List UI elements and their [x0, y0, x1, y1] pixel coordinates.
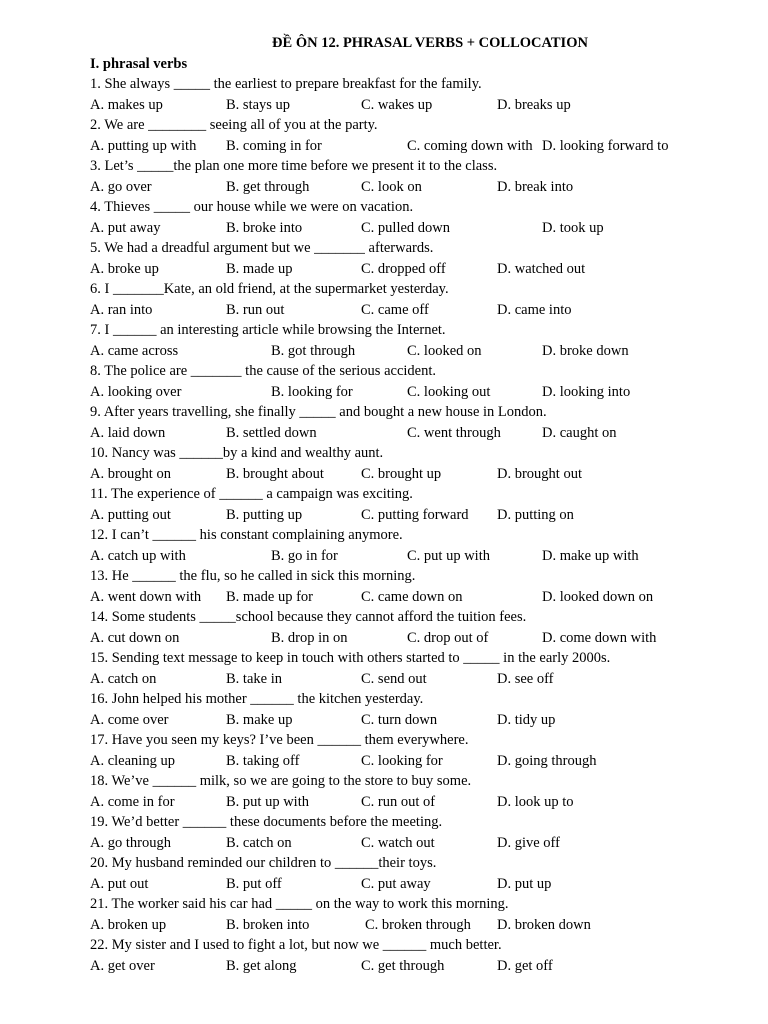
option-5-d: D. watched out	[497, 260, 586, 277]
question-13: 13. He ______ the flu, so he called in sick this morning.	[90, 568, 416, 584]
options-20	[90, 874, 730, 895]
option-10-c: C. brought up	[361, 465, 442, 482]
option-3-a: A. go over	[90, 178, 152, 195]
option-4-c: C. pulled down	[361, 219, 451, 236]
option-7-b: B. got through	[271, 342, 356, 359]
question-4: 4. Thieves _____ our house while we were on vacation.	[90, 199, 414, 215]
options-5	[90, 259, 730, 280]
option-6-c: C. came off	[361, 301, 429, 318]
question-list	[90, 74, 730, 976]
option-7-d: D. broke down	[542, 342, 629, 359]
option-3-d: D. break into	[497, 178, 574, 195]
option-18-a: A. come in for	[90, 793, 175, 810]
question-8: 8. The police are _______ the cause of the serious accident.	[90, 363, 436, 379]
option-13-c: C. came down on	[361, 588, 463, 605]
option-5-b: B. made up	[226, 260, 293, 277]
question-5: 5. We had a dreadful argument but we _______ afterwards.	[90, 240, 434, 256]
option-4-a: A. put away	[90, 219, 161, 236]
option-10-a: A. brought on	[90, 465, 171, 482]
option-3-b: B. get through	[226, 178, 310, 195]
options-19	[90, 833, 730, 854]
option-21-d: D. broken down	[497, 916, 591, 933]
option-17-b: B. taking off	[226, 752, 300, 769]
question-22: 22. My sister and I used to fight a lot, but now we ______ much better.	[90, 937, 502, 953]
option-6-d: D. came into	[497, 301, 572, 318]
option-13-b: B. made up for	[226, 588, 313, 605]
option-14-a: A. cut down on	[90, 629, 180, 646]
options-12	[90, 546, 730, 567]
question-19: 19. We’d better ______ these documents before the meeting.	[90, 814, 443, 830]
options-4	[90, 218, 730, 239]
option-11-c: C. putting forward	[361, 506, 469, 523]
option-4-d: D. took up	[542, 219, 604, 236]
question-11: 11. The experience of ______ a campaign was exciting.	[90, 486, 413, 502]
option-10-b: B. brought about	[226, 465, 324, 482]
question-15: 15. Sending text message to keep in touch with others started to _____ in the early 2000s.	[90, 650, 611, 666]
options-3	[90, 177, 730, 198]
option-15-b: B. take in	[226, 670, 282, 687]
option-19-b: B. catch on	[226, 834, 292, 851]
option-19-a: A. go through	[90, 834, 171, 851]
option-2-c: C. coming down with	[407, 137, 533, 154]
option-9-c: C. went through	[407, 424, 501, 441]
option-22-c: C. get through	[361, 957, 445, 974]
question-21: 21. The worker said his car had _____ on the way to work this morning.	[90, 896, 509, 912]
worksheet	[90, 33, 730, 976]
option-9-a: A. laid down	[90, 424, 166, 441]
option-5-c: C. dropped off	[361, 260, 446, 277]
options-7	[90, 341, 730, 362]
option-8-d: D. looking into	[542, 383, 631, 400]
option-6-b: B. run out	[226, 301, 285, 318]
question-17: 17. Have you seen my keys? I’ve been ______ them everywhere.	[90, 732, 469, 748]
options-11	[90, 505, 730, 526]
option-4-b: B. broke into	[226, 219, 303, 236]
option-22-a: A. get over	[90, 957, 155, 974]
option-12-b: B. go in for	[271, 547, 338, 564]
option-20-b: B. put off	[226, 875, 282, 892]
option-17-a: A. cleaning up	[90, 752, 175, 769]
worksheet-title: ĐỀ ÔN 12. PHRASAL VERBS + COLLOCATION	[272, 35, 588, 51]
option-17-c: C. looking for	[361, 752, 443, 769]
option-21-b: B. broken into	[226, 916, 310, 933]
option-18-d: D. look up to	[497, 793, 574, 810]
option-11-b: B. putting up	[226, 506, 303, 523]
options-18	[90, 792, 730, 813]
options-15	[90, 669, 730, 690]
option-2-d: D. looking forward to	[542, 137, 669, 154]
option-7-c: C. looked on	[407, 342, 482, 359]
option-12-a: A. catch up with	[90, 547, 186, 564]
option-13-a: A. went down with	[90, 588, 202, 605]
option-15-c: C. send out	[361, 670, 427, 687]
option-10-d: D. brought out	[497, 465, 582, 482]
option-16-c: C. turn down	[361, 711, 438, 728]
option-8-a: A. looking over	[90, 383, 182, 400]
option-6-a: A. ran into	[90, 301, 153, 318]
options-13	[90, 587, 730, 608]
options-2	[90, 136, 730, 157]
option-8-c: C. looking out	[407, 383, 491, 400]
options-9	[90, 423, 730, 444]
option-22-d: D. get off	[497, 957, 553, 974]
question-2: 2. We are ________ seeing all of you at the party.	[90, 117, 378, 133]
options-22	[90, 956, 730, 977]
option-2-b: B. coming in for	[226, 137, 322, 154]
option-5-a: A. broke up	[90, 260, 159, 277]
option-12-c: C. put up with	[407, 547, 490, 564]
option-18-c: C. run out of	[361, 793, 436, 810]
question-20: 20. My husband reminded our children to ______their toys.	[90, 855, 437, 871]
option-17-d: D. going through	[497, 752, 597, 769]
option-11-a: A. putting out	[90, 506, 171, 523]
option-19-d: D. give off	[497, 834, 560, 851]
option-21-a: A. broken up	[90, 916, 167, 933]
option-18-b: B. put up with	[226, 793, 309, 810]
option-13-d: D. looked down on	[542, 588, 654, 605]
option-16-b: B. make up	[226, 711, 293, 728]
option-22-b: B. get along	[226, 957, 297, 974]
options-21	[90, 915, 730, 936]
option-14-b: B. drop in on	[271, 629, 348, 646]
option-14-d: D. come down with	[542, 629, 657, 646]
option-14-c: C. drop out of	[407, 629, 489, 646]
options-1	[90, 95, 730, 116]
option-15-a: A. catch on	[90, 670, 157, 687]
option-20-c: C. put away	[361, 875, 431, 892]
option-20-d: D. put up	[497, 875, 552, 892]
question-6: 6. I _______Kate, an old friend, at the supermarket yesterday.	[90, 281, 449, 297]
option-16-d: D. tidy up	[497, 711, 556, 728]
option-12-d: D. make up with	[542, 547, 639, 564]
question-7: 7. I ______ an interesting article while browsing the Internet.	[90, 322, 446, 338]
option-21-c: C. broken through	[365, 916, 471, 933]
option-7-a: A. came across	[90, 342, 179, 359]
options-14	[90, 628, 730, 649]
question-3: 3. Let’s _____the plan one more time before we present it to the class.	[90, 158, 498, 174]
option-19-c: C. watch out	[361, 834, 435, 851]
section-heading: I. phrasal verbs	[90, 55, 188, 72]
option-8-b: B. looking for	[271, 383, 353, 400]
option-1-b: B. stays up	[226, 96, 291, 113]
options-17	[90, 751, 730, 772]
option-20-a: A. put out	[90, 875, 149, 892]
option-1-a: A. makes up	[90, 96, 163, 113]
question-12: 12. I can’t ______ his constant complaining anymore.	[90, 527, 403, 543]
options-16	[90, 710, 730, 731]
question-18: 18. We’ve ______ milk, so we are going to the store to buy some.	[90, 773, 472, 789]
options-6	[90, 300, 730, 321]
option-1-d: D. breaks up	[497, 96, 571, 113]
options-10	[90, 464, 730, 485]
options-8	[90, 382, 730, 403]
option-9-d: D. caught on	[542, 424, 617, 441]
option-15-d: D. see off	[497, 670, 554, 687]
question-9: 9. After years travelling, she finally _____ and bought a new house in London.	[90, 404, 547, 420]
option-11-d: D. putting on	[497, 506, 574, 523]
question-16: 16. John helped his mother ______ the kitchen yesterday.	[90, 691, 424, 707]
question-1: 1. She always _____ the earliest to prepare breakfast for the family.	[90, 76, 482, 92]
option-9-b: B. settled down	[226, 424, 317, 441]
option-3-c: C. look on	[361, 178, 422, 195]
question-14: 14. Some students _____school because they cannot afford the tuition fees.	[90, 609, 527, 625]
option-2-a: A. putting up with	[90, 137, 197, 154]
question-10: 10. Nancy was ______by a kind and wealthy aunt.	[90, 445, 384, 461]
option-1-c: C. wakes up	[361, 96, 433, 113]
option-16-a: A. come over	[90, 711, 169, 728]
